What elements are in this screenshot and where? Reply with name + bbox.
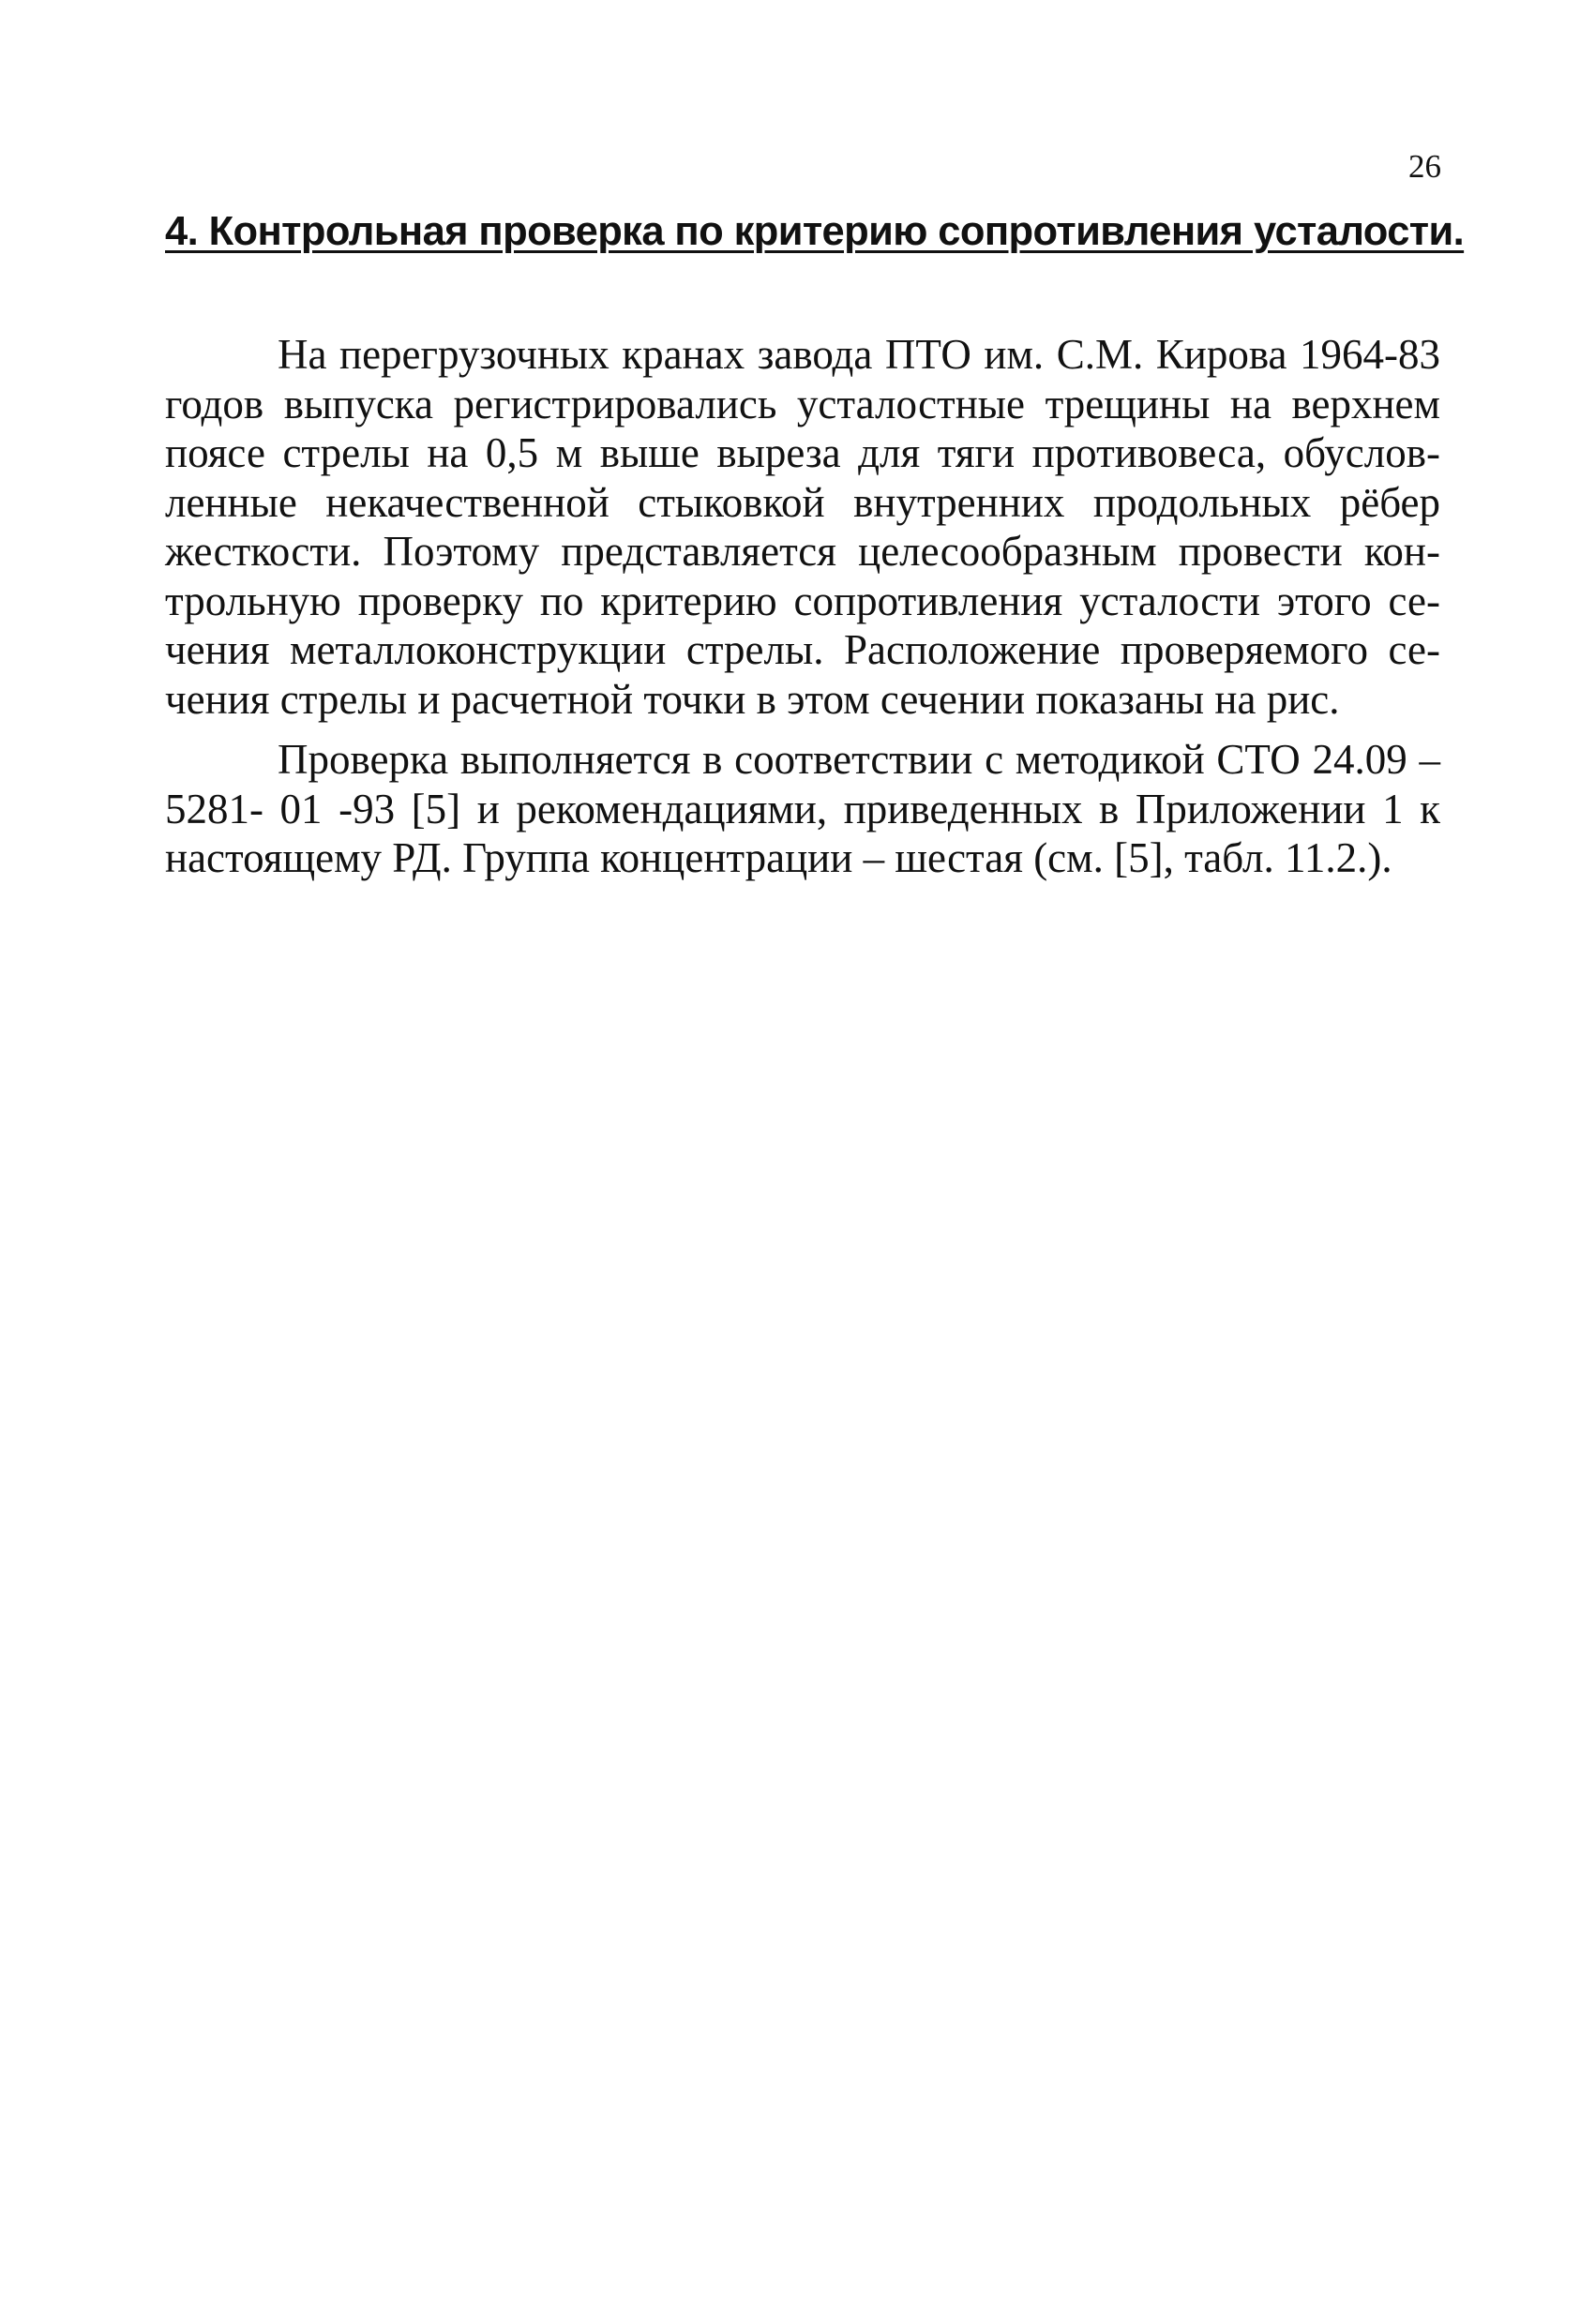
section-heading: 4. Контрольная проверка по критерию сопротивления усталости. (165, 209, 1465, 254)
paragraph-crack-description: На перегрузочных кранах завода ПТО им. С.М. Кирова 1964-83 годов выпуска регистрировались усталостные трещины на верхнем поясе стрелы на 0,5 м выше выреза для тяги противовеса, обусловленные некачественной стыковкой внутренних продольных рёбер жесткости. Поэтому представляется целесообразным провести контрольную проверку по критерию сопротивления усталости этого сечения металлоконструкции стрелы. Расположение проверяемого сечения стрелы и расчетной точки в этом сечении показаны на рис. (165, 331, 1440, 723)
page-number: 26 (1408, 148, 1441, 185)
paragraph-method-reference: Проверка выполняется в соответствии с методикой СТО 24.09 – 5281- 01 -93 [5] и рекомендациями, приведенных в Приложении 1 к настоящему РД. Группа концентрации – шестая (см. [5], табл. 11.2.). (165, 736, 1440, 881)
body-text (165, 330, 1440, 883)
